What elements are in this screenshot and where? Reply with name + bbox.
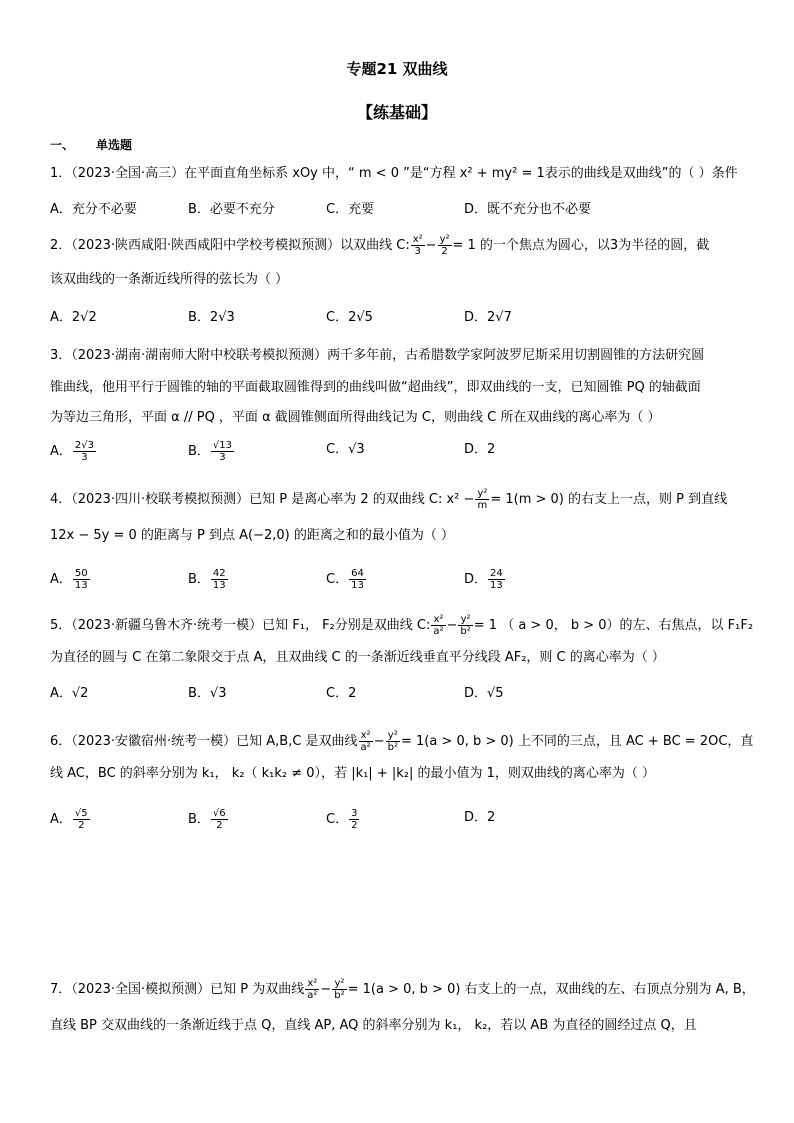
option-a: A．充分不必要 (50, 202, 137, 217)
option-c: C．2√5 (326, 310, 373, 325)
question-6-line-1: 6．（2023·安徽宿州·统考一模）已知 A,B,C 是双曲线 $\frac{\text{x²}}{\text{a²}}$ − $\frac{\text{y²}}{\text{b²}}$ = 1(a > 0, b > 0) 上不同的三点，且 AC + BC = 2OC，直 (50, 730, 754, 753)
question-2-line-1: 2．（2023·陕西咸阳·陕西咸阳中学校考模拟预测）以双曲线 C: $\frac{\text{x²}}{3}$ − $\frac{\text{y²}}{2}$ = 1 的一个焦点为圆心，以3为半径的圆，截 (50, 234, 710, 257)
option-c: C．2 (326, 686, 357, 701)
question-3-line-3: 为等边三角形，平面 α // PQ ，平面 α 截圆锥侧面所得曲线记为 C，则曲线 C 所在双曲线的离心率为（ ） (50, 410, 661, 425)
fraction: $\frac{√6}{2}$ (212, 808, 226, 831)
option-c: C．充要 (326, 202, 375, 217)
option-a: A． $\frac{50}{13}$ (50, 568, 88, 591)
fraction: $\frac{24}{13}$ (490, 568, 503, 591)
fraction: $\frac{2√3}{3}$ (74, 440, 95, 463)
question-3-line-2: 锥曲线，他用平行于圆锥的轴的平面截取圆锥得到的曲线叫做“超曲线”，即双曲线的一支，已知圆锥 PQ 的轴截面 (50, 380, 701, 395)
option-b: B． $\frac{√6}{2}$ (188, 808, 226, 831)
section-label: 单选题 (96, 138, 133, 152)
option-c: C． $\frac{3}{2}$ (326, 808, 358, 831)
option-b: B． $\frac{42}{13}$ (188, 568, 226, 591)
question-6-text-b: = 1(a > 0, b > 0) 上不同的三点，且 AC + BC = 2OC，直 (400, 734, 754, 749)
question-6-line-2: 线 AC，BC 的斜率分别为 k₁， k₂（ k₁k₂ ≠ 0），若 |k₁| + |k₂| 的最小值为 1，则双曲线的离心率为（ ） (50, 766, 656, 781)
fraction: $\frac{\text{x²}}{\text{a²}}$ (307, 978, 318, 1001)
question-4-line-2: 12x − 5y = 0 的距离与 P 到点 A(−2,0) 的距离之和的最小值为（ ） (50, 528, 455, 543)
option-b: B．必要不充分 (188, 202, 275, 217)
question-2-text-a: 2．（2023·陕西咸阳·陕西咸阳中学校考模拟预测）以双曲线 C: (50, 238, 410, 253)
question-1-text: 1．（2023·全国·高三）在平面直角坐标系 xOy 中，“ m < 0 ”是“方程 x² + my² = 1表示的曲线是双曲线”的（ ）条件 (50, 166, 738, 181)
fraction: $\frac{√13}{3}$ (212, 440, 233, 463)
fraction: $\frac{\text{y²}}{m}$ (477, 488, 488, 511)
fraction: $\frac{\text{y²}}{\text{b²}}$ (334, 978, 345, 1001)
option-b: B． $\frac{√13}{3}$ (188, 440, 233, 463)
section-number: 一、 (50, 138, 75, 152)
question-2-text-b: = 1 的一个焦点为圆心，以3为半径的圆，截 (452, 238, 710, 253)
fraction: $\frac{\text{x²}}{3}$ (412, 234, 423, 257)
question-2-line-2: 该双曲线的一条渐近线所得的弦长为（ ） (50, 272, 289, 287)
option-c: C． $\frac{64}{13}$ (326, 568, 364, 591)
question-5-text-a: 5．（2023·新疆乌鲁木齐·统考一模）已知 F₁， F₂分别是双曲线 C: (50, 618, 431, 633)
option-a: A． $\frac{2√3}{3}$ (50, 440, 95, 463)
question-4-line-1 (50, 488, 750, 511)
question-6-text-a: 6．（2023·安徽宿州·统考一模）已知 A,B,C 是双曲线 (50, 734, 358, 749)
fraction: $\frac{\text{y²}}{\text{b²}}$ (387, 730, 398, 753)
option-c: C．√3 (326, 442, 365, 457)
question-7-text-b: = 1(a > 0, b > 0) 右支上的一点，双曲线的左、右顶点分别为 A, B， (347, 982, 755, 997)
option-d: D．√5 (464, 686, 504, 701)
fraction: $\frac{\text{x²}}{\text{a²}}$ (433, 614, 444, 637)
question-6-options (50, 808, 750, 848)
question-5-text-b: = 1 （ a > 0， b > 0）的左、右焦点，以 F₁F₂ (473, 618, 754, 633)
fraction: $\frac{3}{2}$ (351, 808, 358, 831)
fraction: $\frac{√5}{2}$ (74, 808, 88, 831)
question-2-options (50, 308, 750, 348)
question-4-text-a: 4．（2023·四川·校联考模拟预测）已知 P 是离心率为 2 的双曲线 C: x² − (50, 492, 475, 507)
page-title: 专题21 双曲线 (346, 60, 448, 78)
fraction: $\frac{42}{13}$ (212, 568, 226, 591)
option-a: A．2√2 (50, 310, 97, 325)
question-4-options (50, 568, 750, 608)
option-b: B．√3 (188, 686, 227, 701)
question-4-text-b: = 1(m > 0) 的右支上一点，则 P 到直线 (490, 492, 728, 507)
question-7-text-a: 7．（2023·全国·模拟预测）已知 P 为双曲线 (50, 982, 305, 997)
fraction: $\frac{\text{y²}}{2}$ (439, 234, 450, 257)
question-5-options (50, 684, 750, 724)
option-d: D．2 (464, 442, 496, 457)
option-b: B．2√3 (188, 310, 235, 325)
fraction: $\frac{\text{x²}}{\text{a²}}$ (360, 730, 371, 753)
question-5-line-2: 为直径的圆与 C 在第二象限交于点 A，且双曲线 C 的一条渐近线垂直平分线段 AF₂，则 C 的离心率为（ ） (50, 650, 665, 665)
question-5-line-1: 5．（2023·新疆乌鲁木齐·统考一模）已知 F₁， F₂分别是双曲线 C: $\frac{\text{x²}}{\text{a²}}$ − $\frac{\text{y²}}{\text{b²}}$ = 1 （ a > 0， b > 0）的左、右焦点，以 F₁F₂ (50, 614, 754, 637)
question-3-options (50, 440, 750, 480)
section-heading (50, 136, 132, 153)
question-3-line-1: 3．（2023·湖南·湖南师大附中校联考模拟预测）两千多年前，古希腊数学家阿波罗尼斯采用切割圆锥的方法研究圆 (50, 348, 705, 363)
option-d: D．既不充分也不必要 (464, 202, 592, 217)
question-7-line-2: 直线 BP 交双曲线的一条渐近线于点 Q，直线 AP, AQ 的斜率分别为 k₁， k₂，若以 AB 为直径的圆经过点 Q，且 (50, 1018, 697, 1033)
option-a: A． $\frac{√5}{2}$ (50, 808, 88, 831)
question-7-line-1: 7．（2023·全国·模拟预测）已知 P 为双曲线 $\frac{\text{x²}}{\text{a²}}$ − $\frac{\text{y²}}{\text{b²}}$ = 1(a > 0, b > 0) 右支上的一点，双曲线的左、右顶点分别为 A, B， (50, 978, 755, 1001)
option-d: D．2 (464, 810, 496, 825)
option-a: A．√2 (50, 686, 89, 701)
fraction: $\frac{50}{13}$ (74, 568, 88, 591)
fraction: $\frac{\text{y²}}{\text{b²}}$ (460, 614, 471, 637)
option-d: D． $\frac{24}{13}$ (464, 568, 503, 591)
option-d: D．2√7 (464, 310, 512, 325)
page-subtitle: 【练基础】 (356, 103, 437, 122)
fraction: $\frac{64}{13}$ (351, 568, 364, 591)
